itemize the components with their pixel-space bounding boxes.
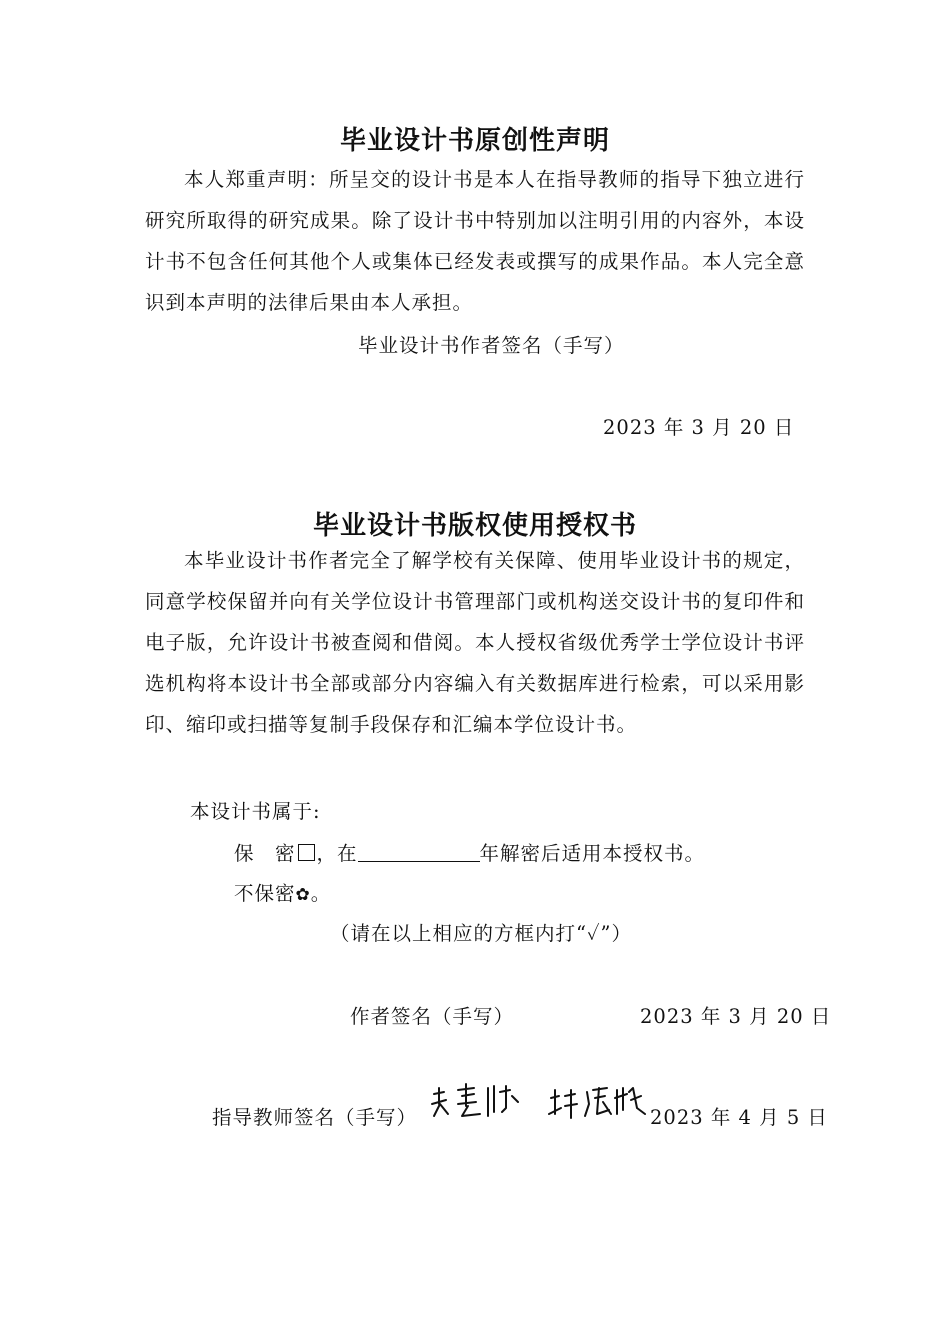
advisor-date: 2023 年 4 月 5 日 [650,1106,828,1129]
belongs-label: 本设计书属于: [190,800,321,823]
authorization-body: 本毕业设计书作者完全了解学校有关保障、使用毕业设计书的规定，同意学校保留并向有关学位设计书管理部门或机构送交设计书的复印件和电子版，允许设计书被查阅和借阅。本人授权省级优秀学士学位设计书评选机构将本设计书全部或部分内容编入有关数据库进行检索，可以采用影印、缩印或扫描等复制手段保存和汇编本学位设计书。 [145,549,805,736]
secret-checkbox[interactable] [298,844,315,861]
secret-label: 保 密 [234,842,296,865]
advisor-signature-label: 指导教师签名（手写） [212,1106,418,1129]
not-secret-end: 。 [310,882,332,905]
secret-year-blank[interactable] [358,843,480,862]
author-date: 2023 年 3 月 20 日 [640,1005,832,1028]
secret-suffix: 年解密后适用本授权书。 [479,842,706,865]
advisor-handwritten-signature-2 [545,1084,655,1130]
not-secret-check-mark[interactable]: ✿ [295,885,311,905]
declaration-date: 2023 年 3 月 20 日 [603,416,795,439]
secret-mid: ，在 [316,842,358,865]
advisor-handwritten-signature-1 [428,1082,528,1128]
declaration-title: 毕业设计书原创性声明 [339,126,610,156]
checkbox-note: （请在以上相应的方框内打“✓”） [330,922,633,945]
not-secret-label: 不保密 [234,882,296,905]
declaration-body: 本人郑重声明：所呈交的设计书是本人在指导教师的指导下独立进行研究所取得的研究成果。除了设计书中特别加以注明引用的内容外，本设计书不包含任何其他个人或集体已经发表或撰写的成果作品。本人完全意识到本声明的法律后果由本人承担。 [145,168,805,314]
declaration-signature-label: 毕业设计书作者签名（手写） [358,334,625,357]
author-signature-label: 作者签名（手写） [350,1005,515,1028]
secret-option [234,842,705,866]
authorization-title: 毕业设计书版权使用授权书 [312,511,637,541]
not-secret-option [234,882,331,907]
